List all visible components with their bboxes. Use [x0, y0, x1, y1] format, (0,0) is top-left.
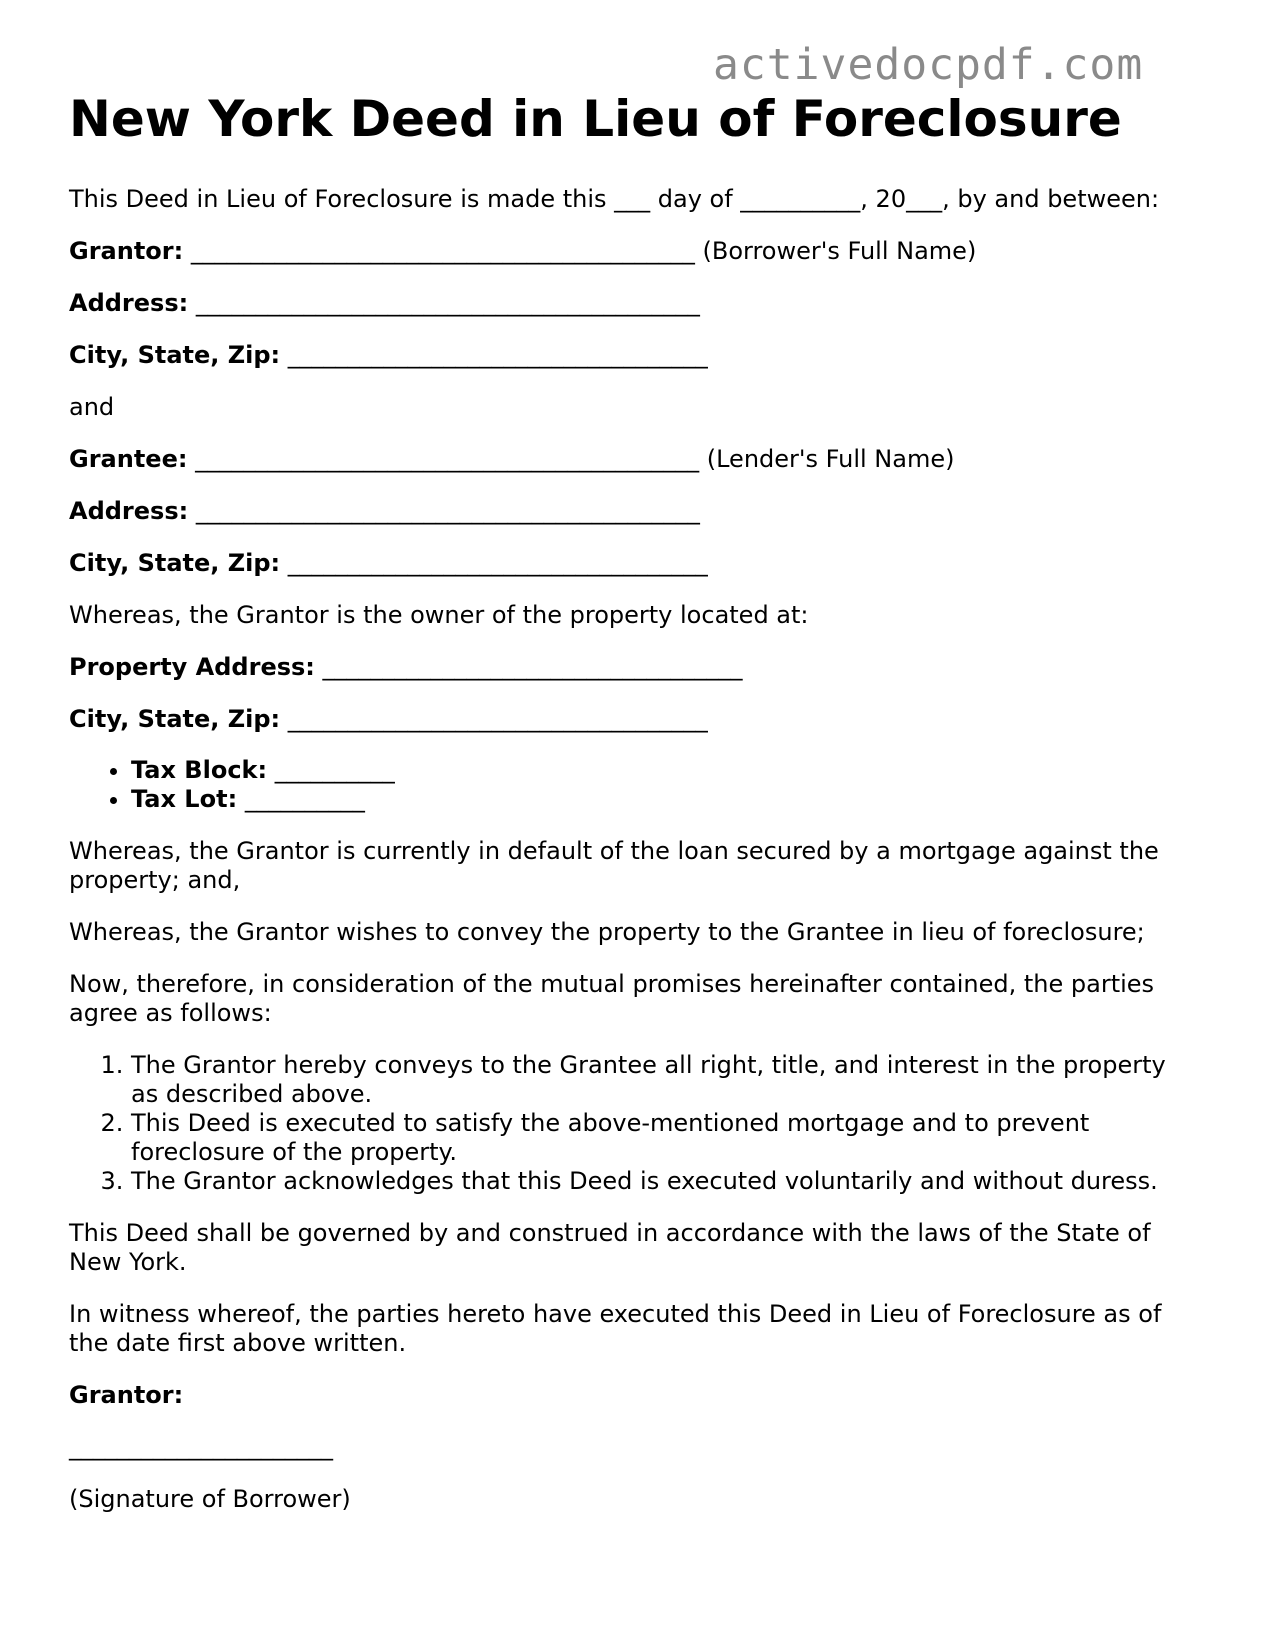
- signature-grantor-label: Grantor:: [69, 1381, 184, 1409]
- watermark: activedocpdf.com: [713, 40, 1144, 90]
- intro-text: This Deed in Lieu of Foreclosure is made this ___ day of __________, 20___, by and between:: [69, 185, 1160, 213]
- grantee-city-blank[interactable]: ___________________________________: [287, 549, 708, 577]
- document-page: [69, 88, 1199, 1514]
- governed-text: This Deed shall be governed by and construed in accordance with the laws of the State of New York.: [69, 1219, 1151, 1276]
- whereas-default-text: Whereas, the Grantor is currently in default of the loan secured by a mortgage against the property; and,: [69, 837, 1159, 894]
- property-address-label: Property Address:: [69, 653, 315, 681]
- witness-text: In witness whereof, the parties hereto have executed this Deed in Lieu of Foreclosure as of the date first above written.: [69, 1300, 1162, 1357]
- and-text: and: [69, 393, 115, 421]
- tax-lot-label: Tax Lot:: [131, 785, 238, 813]
- list-item: 3. The Grantor acknowledges that this Deed is executed voluntarily and without duress.: [131, 1167, 1199, 1196]
- now-therefore-text: Now, therefore, in consideration of the mutual promises hereinafter contained, the parties agree as follows:: [69, 970, 1155, 1027]
- property-city-field: [69, 704, 1199, 734]
- grantor-city-field: [69, 340, 1199, 370]
- grantor-city-blank[interactable]: ___________________________________: [287, 341, 708, 369]
- list-item: [131, 785, 1199, 814]
- property-address-blank[interactable]: ___________________________________: [322, 653, 743, 681]
- grantee-address-label: Address:: [69, 497, 189, 525]
- grantor-blank[interactable]: __________________________________________: [190, 237, 695, 265]
- document-title: New York Deed in Lieu of Foreclosure: [69, 90, 1122, 148]
- grantee-address-field: [69, 496, 1199, 526]
- grantee-note: (Lender's Full Name): [706, 445, 955, 473]
- grantor-address-label: Address:: [69, 289, 189, 317]
- list-item: 1. The Grantor hereby conveys to the Grantee all right, title, and interest in the property as described above.: [131, 1051, 1199, 1109]
- grantor-label: Grantor:: [69, 237, 184, 265]
- list-item: [131, 756, 1199, 785]
- grantee-city-field: [69, 548, 1199, 578]
- tax-block-blank[interactable]: __________: [274, 756, 395, 784]
- grantor-note: (Borrower's Full Name): [702, 237, 977, 265]
- property-city-blank[interactable]: ___________________________________: [287, 705, 708, 733]
- grantee-address-blank[interactable]: __________________________________________: [195, 497, 700, 525]
- grantor-address-blank[interactable]: __________________________________________: [195, 289, 700, 317]
- whereas-owner-text: Whereas, the Grantor is the owner of the property located at:: [69, 601, 809, 629]
- grantor-address-field: [69, 288, 1199, 318]
- grantee-blank[interactable]: __________________________________________: [195, 445, 700, 473]
- grantor-city-label: City, State, Zip:: [69, 341, 281, 369]
- grantee-field: [69, 444, 1199, 474]
- signature-line[interactable]: ______________________: [69, 1433, 333, 1461]
- grantee-city-label: City, State, Zip:: [69, 549, 281, 577]
- grantor-field: [69, 236, 1199, 266]
- tax-block-label: Tax Block:: [131, 756, 268, 784]
- terms-list: [69, 1051, 1199, 1196]
- tax-list: [69, 756, 1199, 814]
- tax-lot-blank[interactable]: __________: [244, 785, 365, 813]
- signature-caption: (Signature of Borrower): [69, 1485, 351, 1513]
- property-address-field: [69, 652, 1199, 682]
- whereas-convey-text: Whereas, the Grantor wishes to convey the property to the Grantee in lieu of foreclosure;: [69, 918, 1145, 946]
- property-city-label: City, State, Zip:: [69, 705, 281, 733]
- grantee-label: Grantee:: [69, 445, 188, 473]
- list-item: 2. This Deed is executed to satisfy the above-mentioned mortgage and to prevent foreclosure of the property.: [131, 1109, 1199, 1167]
